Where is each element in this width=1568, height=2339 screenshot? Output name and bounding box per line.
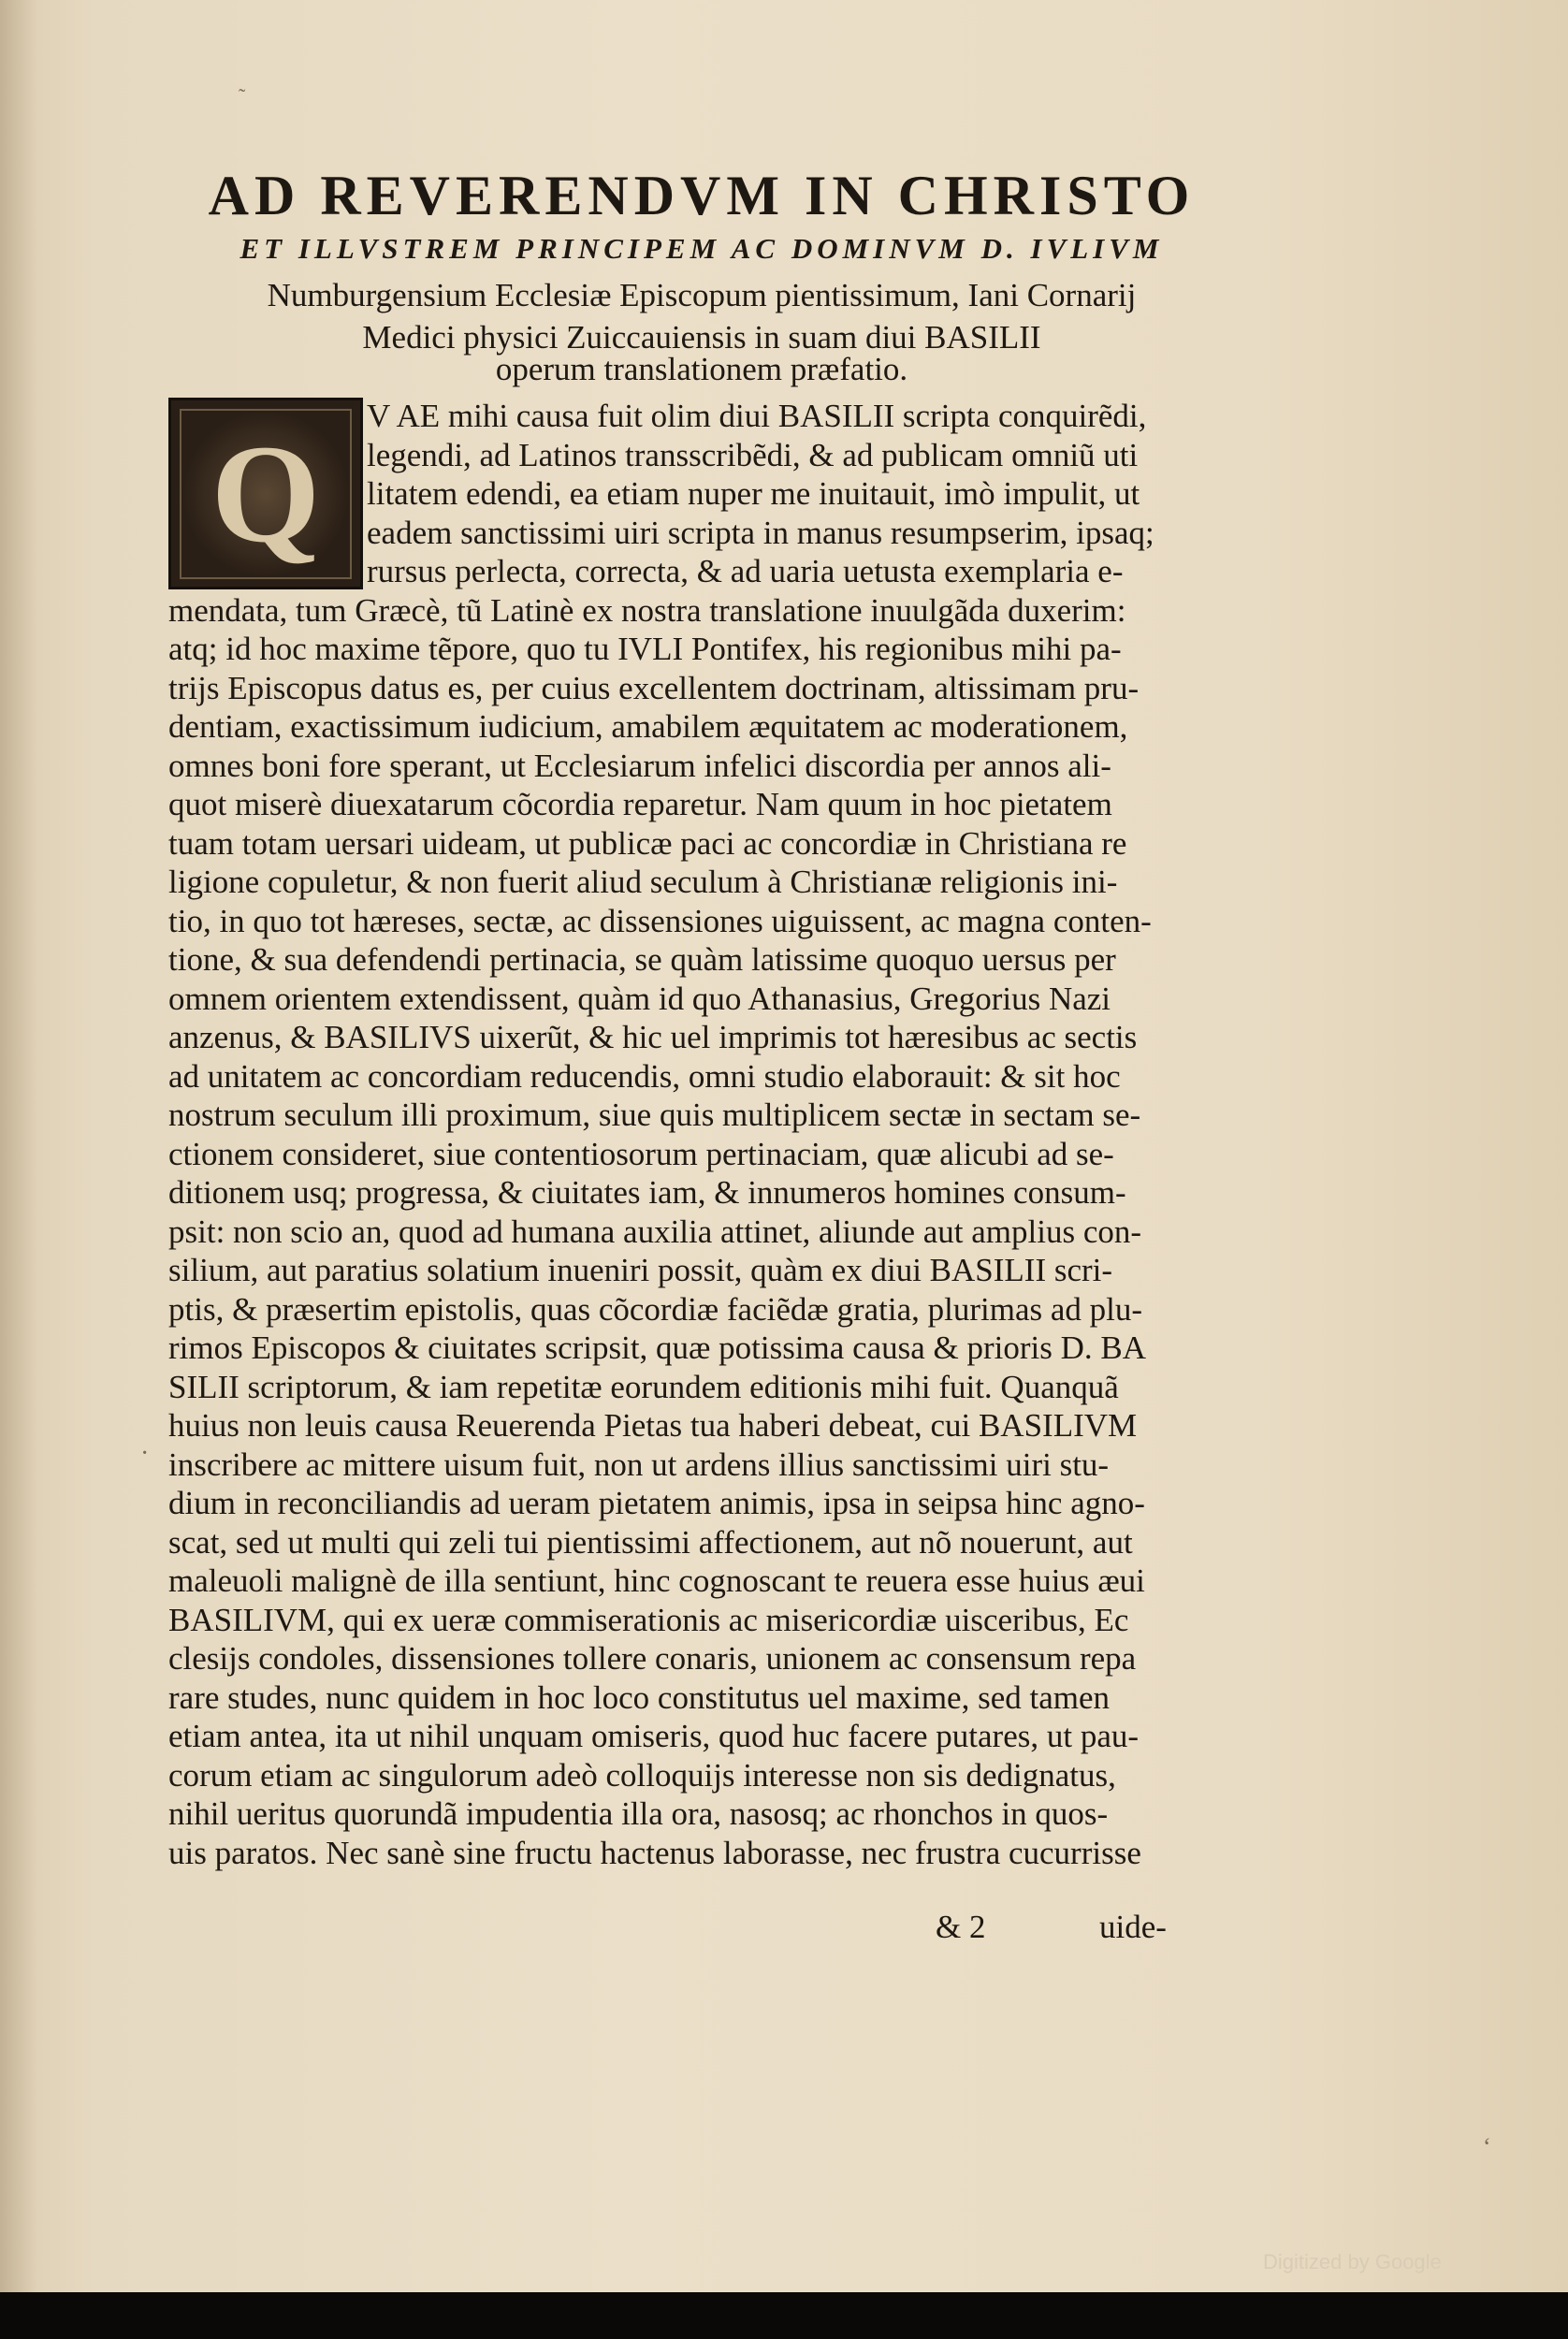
title-line-2: Medici physici Zuiccauiensis in suam diui BASILII xyxy=(362,319,1041,356)
body-line: rimos Episcopos & ciuitates scripsit, quæ potissima causa & prioris D. BA xyxy=(168,1329,1147,1366)
body-line: ctionem consideret, siue contentiosorum pertinaciam, quæ alicubi ad se- xyxy=(168,1136,1114,1172)
body-line: nihil ueritus quorundã impudentia illa ora, nasosq; ac rhonchos in quos- xyxy=(168,1795,1109,1832)
body-line: dentiam, exactissimum iudicium, amabilem æquitatem ac moderationem, xyxy=(168,708,1128,745)
body-line: scat, sed ut multi qui zeli tui pientissimi affectionem, aut nõ nouerunt, aut xyxy=(168,1524,1133,1561)
body-line: omnem orientem extendissent, quàm id quo Athanasius, Gregorius Nazi xyxy=(168,981,1111,1017)
body-line: atq; id hoc maxime tẽpore, quo tu IVLI Pontifex, his regionibus mihi pa- xyxy=(168,631,1122,667)
signature-mark: & 2 xyxy=(936,1909,986,1945)
body-line: inscribere ac mittere uisum fuit, non ut ardens illius sanctissimi uiri stu- xyxy=(168,1446,1110,1483)
body-line: clesijs condoles, dissensiones tollere conaris, unionem ac consensum repa xyxy=(168,1640,1137,1677)
drop-cap-letter: Q xyxy=(211,415,321,572)
body-line: ptis, & præsertim epistolis, quas cõcordiæ faciẽdæ gratia, plurimas ad plu- xyxy=(168,1291,1143,1328)
body-line: tio, in quo tot hæreses, sectæ, ac dissensiones uiguissent, ac magna conten- xyxy=(168,903,1152,939)
body-line: SILII scriptorum, & iam repetitæ eorundem editionis mihi fuit. Quanquã xyxy=(168,1369,1119,1405)
body-line: rare studes, nunc quidem in hoc loco constitutus uel maxime, sed tamen xyxy=(168,1679,1111,1716)
decorated-initial xyxy=(168,398,363,589)
body-line: ditionem usq; progressa, & ciuitates iam, & innumeros homines consum- xyxy=(168,1174,1126,1211)
body-line: BASILIVM, qui ex ueræ commiserationis ac misericordiæ uisceribus, Ec xyxy=(168,1602,1129,1638)
gutter-shadow xyxy=(0,0,37,2292)
body-line: etiam antea, ita ut nihil unquam omiseris, quod huc facere putares, ut pau- xyxy=(168,1718,1140,1754)
stray-dot: · xyxy=(140,1439,150,1468)
body-line: uis paratos. Nec sanè sine fructu hactenus laborasse, nec frustra cucurrisse xyxy=(168,1835,1141,1871)
body-line: eadem sanctissimi uiri scripta in manus resumpserim, ipsaq; xyxy=(367,515,1154,551)
body-line: mendata, tum Græcè, tũ Latinè ex nostra translatione inuulgãda duxerim: xyxy=(168,592,1126,629)
initial-ornament xyxy=(180,409,352,579)
body-line: dium in reconciliandis ad ueram pietatem animis, ipsa in seipsa hinc agno- xyxy=(168,1485,1145,1521)
body-line: corum etiam ac singulorum adeò colloquijs interesse non sis dedignatus, xyxy=(168,1757,1116,1794)
body-line: litatem edendi, ea etiam nuper me inuitauit, imò impulit, ut xyxy=(367,475,1140,512)
stray-mark: ˜ xyxy=(239,84,246,108)
body-line: legendi, ad Latinos transscribẽdi, & ad publicam omniũ uti xyxy=(367,437,1139,473)
watermark: Digitized by Google xyxy=(1263,2250,1442,2274)
body-line: quot miserè diuexatarum cõcordia reparetur. Nam quum in hoc pietatem xyxy=(168,786,1112,822)
body-line: trijs Episcopus datus es, per cuius excellentem doctrinam, altissimam pru- xyxy=(168,670,1140,706)
page-subheading: ET ILLVSTREM PRINCIPEM AC DOMINVM D. IVLIVM xyxy=(240,232,1164,265)
stray-mark-right: ʻ xyxy=(1483,2133,1491,2160)
body-line: silium, aut paratius solatium inueniri possit, quàm ex diui BASILII scri- xyxy=(168,1252,1113,1288)
page-heading: AD REVERENDVM IN CHRISTO xyxy=(208,165,1196,226)
catchword: uide- xyxy=(1099,1909,1167,1945)
body-line: maleuoli malignè de illa sentiunt, hinc cognoscant te reuera esse huius æui xyxy=(168,1562,1145,1599)
body-line: nostrum seculum illi proximum, siue quis multiplicem sectæ in sectam se- xyxy=(168,1097,1141,1133)
title-line-3: operum translationem præfatio. xyxy=(495,351,908,387)
body-line: huius non leuis causa Reuerenda Pietas tua haberi debeat, cui BASILIVM xyxy=(168,1407,1138,1444)
body-line: ligione copuletur, & non fuerit aliud seculum à Christianæ religionis ini- xyxy=(168,864,1118,900)
body-line: tuam totam uersari uideam, ut publicæ paci ac concordiæ in Christiana re xyxy=(168,825,1127,862)
body-line: rursus perlecta, correcta, & ad uaria uetusta exemplaria e- xyxy=(367,553,1124,589)
body-line: ad unitatem ac concordiam reducendis, omni studio elaborauit: & sit hoc xyxy=(168,1058,1121,1095)
body-line: omnes boni fore sperant, ut Ecclesiarum infelici discordia per annos ali- xyxy=(168,748,1111,784)
body-line: anzenus, & BASILIVS uixerũt, & hic uel imprimis tot hæresibus ac sectis xyxy=(168,1019,1138,1055)
body-line: V AE mihi causa fuit olim diui BASILII scripta conquirẽdi, xyxy=(367,398,1147,434)
scan-bottom-edge xyxy=(0,2292,1568,2339)
body-line: psit: non scio an, quod ad humana auxilia attinet, aliunde aut amplius con- xyxy=(168,1213,1142,1250)
title-line-1: Numburgensium Ecclesiæ Episcopum pientissimum, Iani Cornarij xyxy=(267,277,1137,313)
body-line: tione, & sua defendendi pertinacia, se quàm latissime quoquo uersus per xyxy=(168,941,1116,978)
